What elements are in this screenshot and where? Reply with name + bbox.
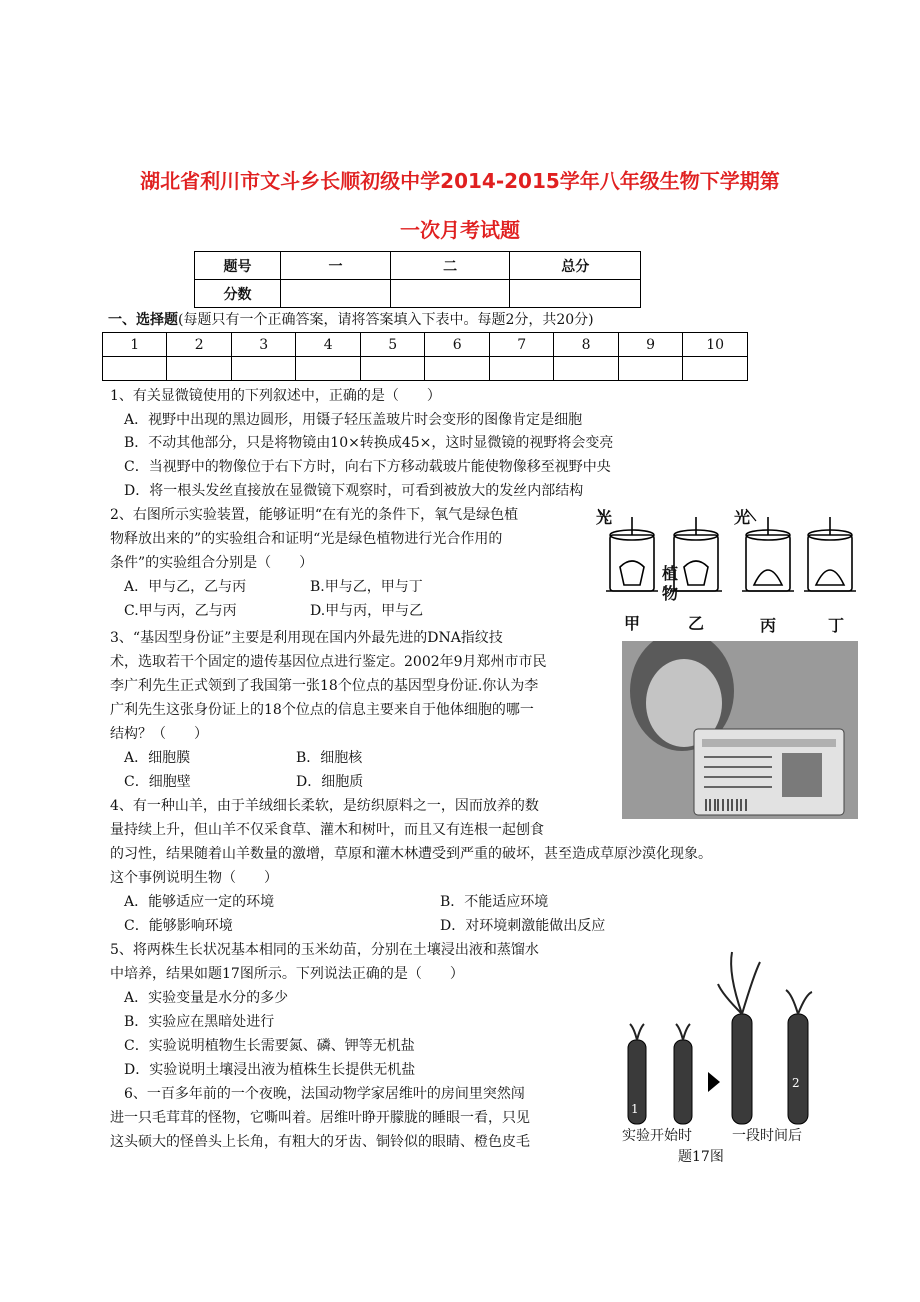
q1-option-a: A．视野中出现的黑边圆形，用镊子轻压盖玻片时会变形的图像肯定是细胞: [124, 412, 583, 428]
answer-table: [102, 332, 748, 381]
section-name: 一、选择题: [108, 312, 178, 328]
q1-option-c: C．当视野中的物像位于右下方时，向右下方移动载玻片能使物像移至视野中央: [124, 459, 611, 475]
q3-option-d: D．细胞质: [296, 774, 364, 790]
answer-cell[interactable]: [231, 357, 295, 381]
answer-cell[interactable]: [360, 357, 424, 381]
score-row-label: 分数: [195, 280, 281, 308]
q3-stem-line1: 3、“基因型身份证”主要是利用现在国内外最先进的DNA指纹技: [110, 630, 503, 646]
plant-label-1: 植: [662, 564, 679, 583]
answer-cell[interactable]: [296, 357, 360, 381]
q3-option-c: C．细胞壁: [124, 774, 191, 790]
section-heading: [108, 310, 594, 330]
answer-number: 1: [103, 333, 167, 357]
q3-stem-line5: 结构？（ ）: [110, 726, 208, 742]
bell-jar-drawing: [596, 505, 858, 605]
answer-number: 4: [296, 333, 360, 357]
q3-option-a: A．细胞膜: [124, 750, 191, 766]
q2-stem-line2: 物释放出来的”的实验组合和证明“光是绿色植物进行光合作用的: [110, 531, 503, 547]
q4-option-b: B．不能适应环境: [440, 894, 549, 910]
score-input-cell[interactable]: [390, 280, 510, 308]
q3-stem-line3: 李广利先生正式领到了我国第一张18个位点的基因型身份证.你认为李: [110, 678, 539, 694]
q4-stem-line4: 这个事例说明生物（ ）: [110, 870, 278, 886]
q5-stem-line2: 中培养，结果如题17图所示。下列说法正确的是（ ）: [110, 966, 464, 982]
q3-option-b: B．细胞核: [296, 750, 363, 766]
jar-label-yi: 乙: [688, 614, 705, 633]
jar-label-bing: 丙: [760, 616, 777, 635]
score-header-cell: 题号: [195, 252, 281, 280]
answer-number: 9: [618, 333, 682, 357]
q5-stem-line1: 5、将两株生长状况基本相同的玉米幼苗，分别在土壤浸出液和蒸馏水: [110, 942, 539, 958]
q5-option-c: C．实验说明植物生长需要氮、磷、钾等无机盐: [124, 1038, 415, 1054]
id-card-photo: [622, 641, 858, 819]
q5-option-b: B．实验应在黑暗处进行: [124, 1014, 275, 1030]
answer-number-row: [103, 333, 748, 357]
q5-option-d: D．实验说明土壤浸出液为植株生长提供无机盐: [124, 1062, 416, 1078]
fig-start-label: 实验开始时: [622, 1128, 692, 1144]
seedling-tube-figure: [620, 944, 820, 1174]
score-input-cell[interactable]: [281, 280, 391, 308]
score-input-cell[interactable]: [510, 280, 641, 308]
section-desc: (每题只有一个正确答案，请将答案填入下表中。每题2分，共20分): [178, 312, 594, 328]
answer-number: 10: [683, 333, 748, 357]
jar-label-jia: 甲: [624, 614, 641, 633]
q4-option-c: C．能够影响环境: [124, 918, 233, 934]
q2-option-a: A．甲与乙，乙与丙: [124, 579, 247, 595]
answer-input-row: [103, 357, 748, 381]
answer-number: 6: [425, 333, 489, 357]
answer-cell[interactable]: [167, 357, 231, 381]
q6-stem-line1: 6、一百多年前的一个夜晚，法国动物学家居维叶的房间里突然闯: [124, 1086, 525, 1102]
q4-option-d: D．对环境刺激能做出反应: [440, 918, 606, 934]
q6-stem-line2: 进一只毛茸茸的怪物，它嘶叫着。居维叶睁开朦胧的睡眼一看，只见: [110, 1110, 530, 1126]
page-title: 湖北省利川市文斗乡长顺初级中学2014-2015学年八年级生物下学期第: [140, 169, 780, 193]
answer-number: 3: [231, 333, 295, 357]
light-label-2: 光: [734, 508, 751, 527]
score-header-cell: 一: [281, 252, 391, 280]
id-card-photo-drawing: [622, 641, 858, 819]
q2-option-b: B.甲与乙，甲与丁: [310, 579, 423, 595]
q3-stem-line4: 广利先生这张身份证上的18个位点的信息主要来自于他体细胞的哪一: [110, 702, 534, 718]
tube-label-2: 2: [792, 1076, 800, 1090]
answer-number: 8: [554, 333, 618, 357]
q5-option-a: A．实验变量是水分的多少: [124, 990, 289, 1006]
q4-stem-line3: 的习性，结果随着山羊数量的激增，草原和灌木林遭受到严重的破坏，甚至造成草原沙漠化现象。: [110, 846, 712, 862]
light-label-1: 光: [596, 508, 613, 527]
fig-caption: 题17图: [678, 1149, 724, 1165]
q4-stem-line2: 量持续上升，但山羊不仅采食草、灌木和树叶，而且又有连根一起刨食: [110, 822, 544, 838]
arrow-right-icon: [708, 1072, 720, 1092]
seedling-tube-drawing: [620, 944, 820, 1134]
score-table: [194, 251, 641, 308]
answer-number: 2: [167, 333, 231, 357]
q2-stem-line1: 2、右图所示实验装置，能够证明“在有光的条件下，氧气是绿色植: [110, 507, 519, 523]
q1-option-d: D．将一根头发丝直接放在显微镜下观察时，可看到被放大的发丝内部结构: [124, 483, 584, 499]
answer-cell[interactable]: [554, 357, 618, 381]
page-subtitle: 一次月考试题: [400, 218, 520, 242]
q6-stem-line3: 这头硕大的怪兽头上长角，有粗大的牙齿、铜铃似的眼睛、橙色皮毛: [110, 1134, 530, 1150]
tube-label-1: 1: [631, 1102, 639, 1116]
q2-option-d: D.甲与丙，甲与乙: [310, 603, 424, 619]
answer-cell[interactable]: [103, 357, 167, 381]
score-header-cell: 总分: [510, 252, 641, 280]
fig-after-label: 一段时间后: [732, 1128, 802, 1144]
q1-option-b: B．不动其他部分，只是将物镜由10×转换成45×，这时显微镜的视野将会变亮: [124, 435, 614, 451]
answer-cell[interactable]: [618, 357, 682, 381]
q3-stem-line2: 术，选取若干个固定的遗传基因位点进行鉴定。2002年9月郑州市市民: [110, 654, 547, 670]
plant-label-2: 物: [662, 584, 679, 603]
jar-label-ding: 丁: [828, 616, 845, 635]
answer-cell[interactable]: [489, 357, 553, 381]
answer-cell[interactable]: [683, 357, 748, 381]
bell-jar-figure: [596, 505, 858, 633]
score-header-cell: 二: [390, 252, 510, 280]
answer-number: 7: [489, 333, 553, 357]
answer-cell[interactable]: [425, 357, 489, 381]
q4-option-a: A．能够适应一定的环境: [124, 894, 275, 910]
q4-stem-line1: 4、有一种山羊，由于羊绒细长柔软，是纺织原料之一，因而放养的数: [110, 798, 539, 814]
answer-number: 5: [360, 333, 424, 357]
q1-stem: 1、有关显微镜使用的下列叙述中，正确的是（ ）: [110, 388, 441, 404]
q2-stem-line3: 条件”的实验组合分别是（ ）: [110, 555, 314, 571]
q2-option-c: C.甲与丙，乙与丙: [124, 603, 237, 619]
